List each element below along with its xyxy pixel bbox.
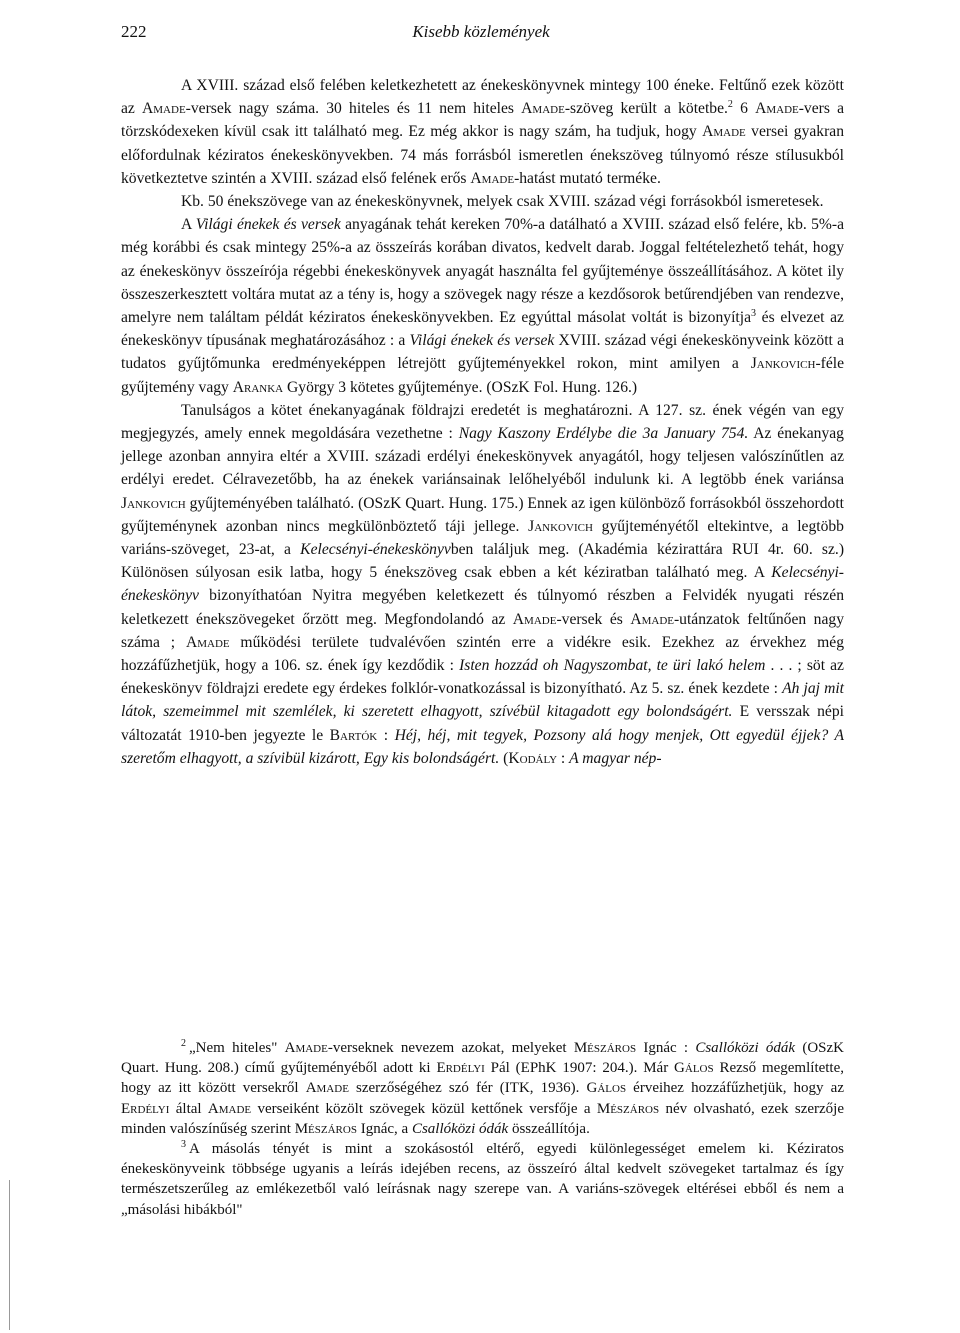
small-caps-name: Mészáros xyxy=(573,1040,637,1056)
italic-text: Nagy Kaszony Erdélybe die 3a January 754. xyxy=(458,425,749,443)
italic-text: Csallóközi ódák xyxy=(411,1120,509,1137)
text-run: Az énekanyag jellege azonban annyira eltér a XVIII. századi erdélyi énekeskönyvek anyagától, hogy teljesen valószínűtlen az erdélyi eredet. Célravezetőbb, ha az énekek variánsainak lelőhelyéből indulunk ki. A legtöbb ének variánsa xyxy=(121,425,844,489)
text-run: érveihez hozzáfűzhetjük, hogy az xyxy=(626,1080,844,1097)
text-run: -féle gyűjtemény vagy xyxy=(121,355,844,396)
italic-text: Kelecsényi-énekeskönyv xyxy=(300,541,451,559)
paragraph xyxy=(121,190,844,213)
italic-text: A magyar nép- xyxy=(569,749,662,767)
text-run: -versek és xyxy=(556,610,631,628)
small-caps-name: Amade xyxy=(702,123,746,141)
text-run: -versek nagy száma. 30 hiteles és 11 nem hiteles xyxy=(185,100,522,118)
text-run: Kb. 50 énekszövege van az énekeskönyvnek, melyek csak XVIII. század végi forrásokból ismeretesek. xyxy=(181,193,824,211)
text-run: Tanulságos a kötet énekanyagának földrajzi eredetét is meghatározni. A 127. sz. ének végén van egy megjegyzés, amely ennek megoldására vezethetne : xyxy=(121,401,844,443)
text-run: Ignác, a xyxy=(356,1120,412,1137)
small-caps-name: Amade xyxy=(512,610,557,628)
text-run: működési területe tudvalévően szintén erre a vidékre esik. Ezekhez az érvekhez még hozzáfűzhetjük, hogy a 106. sz. ének így kezdődik : xyxy=(121,633,844,675)
text-run: név olvasható, ezek szerzője minden valószínűség szerint xyxy=(121,1100,845,1137)
italic-text: Világi énekek és versek xyxy=(195,216,341,234)
italic-text: Isten hozzád oh Nagyszombat, te üri lakó helem xyxy=(459,657,766,675)
small-caps-name: Jankovich xyxy=(528,517,593,535)
text-run: szerzőségéhez szó fér (ITK, 1936). xyxy=(348,1080,587,1097)
paragraph xyxy=(121,74,844,190)
small-caps-name: Mészáros xyxy=(294,1120,357,1137)
body-text xyxy=(121,74,844,770)
italic-text: Világi énekek és versek xyxy=(409,332,555,350)
text-run: és elvezet az énekeskönyv típusának meghatározásához : a xyxy=(121,309,844,350)
page-number: 222 xyxy=(121,22,147,41)
small-caps-name: Amade xyxy=(630,610,674,628)
small-caps-name: Amade xyxy=(142,100,186,118)
italic-text: Ah jaj mit látok, szemeimmel mit szemlélek, ki szeretett elhagyott, szívébül kitagadott egy bolondságért. xyxy=(121,680,845,721)
small-caps-name: Amade xyxy=(185,633,230,651)
footnote-reference: 2 xyxy=(727,99,733,111)
paragraph xyxy=(121,399,844,770)
page-header xyxy=(121,22,841,52)
italic-text: Héj, héj, mit tegyek, Pozsony alá hogy menjek, Ott egyedül éjjek? A szeretőm elhagyott, a szívibül kizárott, Egy kis bolondságért. xyxy=(121,726,844,767)
text-run: által xyxy=(169,1100,208,1117)
small-caps-name: Amade xyxy=(755,100,799,118)
small-caps-name: Erdélyi xyxy=(436,1060,485,1077)
small-caps-name: Gálos xyxy=(586,1080,627,1097)
small-caps-name: Erdélyi xyxy=(121,1100,170,1117)
footnotes xyxy=(121,1038,844,1220)
small-caps-name: Mészáros xyxy=(596,1100,660,1117)
margin-rule xyxy=(9,1180,10,1330)
text-run: -verseknek nevezem azokat, melyeket xyxy=(327,1040,574,1056)
text-run: A XVIII. század első felében keletkezhetett az énekeskönyvnek mintegy 100 éneke. Feltűnő ezek között az xyxy=(121,77,844,118)
footnote-mark: 2 xyxy=(181,1038,186,1049)
footnote-mark: 3 xyxy=(181,1139,186,1151)
text-run: anyagának tehát kereken 70%-a datálható a XVIII. század első felére, kb. 5%-a még korábbi és csak mintegy 25%-a az összeírás korában divatos, kedvelt darab. Joggal feltételezhető tehát, hogy az énekeskönyv összeírója régebbi énekeskönyvek anyagát használta fel gyűjteménye összeállításához. A kötet ily összeszerkesztett voltára mutat az a tény is, hogy a szövegek nagy része a kezdősorok betűrendjében van rendezve, amelyre nem találtam példát kéziratos énekeskönyvekben. Ez egyúttal másolat voltát is bizonyítja xyxy=(121,216,844,327)
small-caps-name: Jankovich xyxy=(121,494,186,512)
text-run: ( xyxy=(499,749,509,767)
small-caps-name: Amade xyxy=(305,1080,349,1097)
text-run: versei gyakran előfordulnak kéziratos énekeskönyvekben. 74 más forrásból ismeretlen énekszöveg túlnyomó része stílusukból következtetve szintén a XVIII. század első felének erős xyxy=(121,123,844,187)
text-run: Rezső megemlítette, hogy az itt között versekről xyxy=(121,1060,845,1097)
text-run: -utánzatok feltűnően nagy száma ; xyxy=(121,610,844,651)
text-run: E versszak népi változatát 1910-ben jegyezte le xyxy=(121,703,844,744)
text-run: : xyxy=(557,749,570,767)
text-run: „Nem hiteles" xyxy=(189,1040,285,1056)
text-run: György 3 kötetes gyűjteménye. (OSzK Fol. Hung. 126.) xyxy=(283,378,638,396)
text-run: : xyxy=(377,726,395,744)
small-caps-name: Amade xyxy=(470,169,515,187)
text-run: Pál (EPhK 1907: 204.). Már xyxy=(484,1060,675,1077)
small-caps-name: Amade xyxy=(284,1040,328,1056)
italic-text: Kelecsényi-énekeskönyv xyxy=(121,564,844,605)
running-title: Kisebb közlemények xyxy=(412,22,550,41)
text-run: összeállítója. xyxy=(508,1120,590,1137)
text-run: -szöveg került a kötetbe. xyxy=(564,100,728,118)
text-run: verseiként közölt szövegek közül kettőnek versfője a xyxy=(251,1100,597,1117)
small-caps-name: Aranka xyxy=(232,378,284,396)
small-caps-name: Bartók xyxy=(329,726,378,744)
footnote xyxy=(121,1139,844,1220)
text-run: gyűjteményétől eltekintve, a legtöbb variáns-szöveget, 23-at, a xyxy=(121,517,844,559)
text-run: A xyxy=(181,216,196,234)
text-run: gyűjteményében található. (OSzK Quart. Hung. 175.) Ennek az igen különböző forrásokból összehordott gyűjteménynek azonban nincs megkülönböztető táji jellege. xyxy=(121,494,844,535)
text-run: Ignác : xyxy=(636,1040,696,1056)
text-run: -hatást mutató terméke. xyxy=(514,169,661,187)
text-run: . . . ; söt az énekeskönyv földrajzi eredete egy érdekes folklór-vonatkozással is bizonyítható. Az 5. sz. ének kezdete : xyxy=(121,657,844,698)
paragraph xyxy=(121,213,844,399)
small-caps-name: Gálos xyxy=(674,1060,714,1077)
small-caps-name: Amade xyxy=(207,1100,252,1117)
text-run: (OSzK Quart. Hung. 208.) című gyűjteményéből adott ki xyxy=(121,1040,845,1077)
text-run: ben találjuk meg. (Akadémia kézirattára RUI 4r. 60. sz.) Különösen súlyosan esik latba, hogy 5 énekszöveg csak ebben a két kéziratban található meg. A xyxy=(121,541,845,582)
text-run: -vers a törzskódexeken kívül csak itt található meg. Ez még akkor is nagy szám, ha tudjuk, hogy xyxy=(121,100,845,141)
small-caps-name: Amade xyxy=(521,100,565,118)
footnote-reference: 3 xyxy=(751,307,756,319)
text-run: 6 xyxy=(732,100,756,118)
text-run: A másolás tényét is mint a szokásostól eltérő, egyedi különlegességet emelem ki. Kéziratos énekeskönyveink többsége ugyanis a leírás idejében recens, az összeíró által kedvelt szövegeket tartalmaz és így természetszerűleg az emlékezetből való leírásnak nagy szerepe van. A variáns-szövegek eltérései ebből és nem a „másolási hibákból" xyxy=(121,1141,844,1218)
footnote xyxy=(121,1038,844,1139)
text-run: XVIII. század végi énekeskönyveink között a tudatos gyűjtőmunka eredményeképpen létrejött gyűjteményekkel rokon, mint amilyen a xyxy=(121,332,844,373)
italic-text: Csallóközi ódák xyxy=(695,1040,796,1056)
small-caps-name: Kodály xyxy=(508,749,558,767)
small-caps-name: Jankovich xyxy=(750,355,816,373)
text-run: bizonyíthatóan Nyitra megyében keletkezett és túlnyomó részben a Felvidék nyugati részén keletkezett énekszövegeket őrzött meg. Megfondolandó az xyxy=(121,587,844,628)
